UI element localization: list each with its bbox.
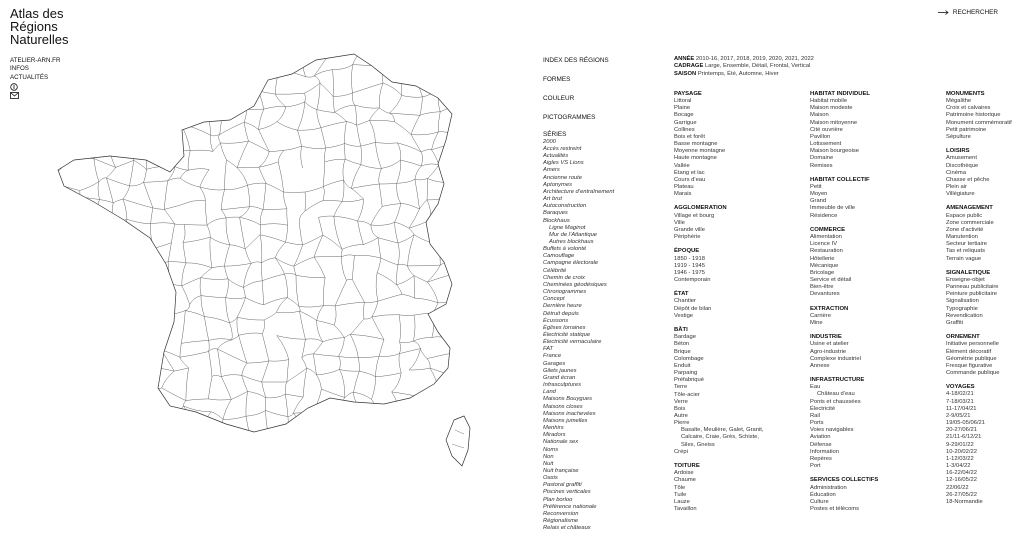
category-item[interactable]: Basse montagne [674,141,718,148]
section-gap [674,456,763,463]
category-heading-habitat-collectif[interactable]: HABITAT COLLECTIF [810,176,870,183]
category-item[interactable]: Ardoise [674,470,694,477]
france-regions-map[interactable] [54,52,504,500]
category-item[interactable]: Plein air [946,184,967,191]
category-item[interactable]: Signalisation [946,298,979,305]
search-button[interactable] [938,9,998,16]
category-item[interactable]: Village et bourg [674,212,715,219]
series-item[interactable]: Reconversion [543,510,579,517]
category-item[interactable]: 12-16/05/22 [946,477,977,484]
category-item[interactable]: Lotissement [810,141,842,148]
category-item[interactable]: Domaine [810,155,834,162]
category-item[interactable]: Béton [674,341,690,348]
series-item[interactable]: Infrasculptures [543,382,582,389]
category-heading-etat[interactable]: ÉTAT [674,291,689,298]
meta-saison: SAISON Printemps, Été, Automne, Hiver [674,70,779,77]
series-item[interactable]: Écussons [543,317,569,324]
category-item[interactable]: Pavillon [810,133,831,140]
site-title-line: Atlas des [10,6,64,21]
category-item[interactable]: 20-27/06/21 [946,427,977,434]
category-item[interactable]: 7-18/03/21 [946,398,974,405]
category-item[interactable]: Ponts et chaussées [810,398,861,405]
category-item[interactable]: Revendication [946,312,983,319]
series-item[interactable]: Cheminées géodésiques [543,281,607,288]
nav-link-site[interactable]: ATELIER-ARN.FR [10,57,61,64]
category-item[interactable]: 1919 - 1945 [674,262,705,269]
category-item[interactable]: Devantures [810,291,840,298]
category-item[interactable]: Restauration [810,248,843,255]
category-item[interactable]: Collines [674,126,695,133]
series-item[interactable]: Autoconstruction [543,203,587,210]
region-border-mesh [54,52,504,477]
category-item[interactable]: 2-9/05/21 [946,412,971,419]
category-item[interactable]: Maison bourgeoise [810,148,859,155]
category-subitem[interactable]: Calcaire, Craie, Grès, Schiste, [681,434,759,441]
category-item[interactable]: Mégalithe [946,98,972,105]
category-item[interactable]: Ports [810,420,824,427]
series-item[interactable]: Célébrité [543,267,567,274]
category-item[interactable]: Chaume [674,477,696,484]
category-item[interactable]: Typographie [946,305,978,312]
series-item[interactable]: Préférence nationale [543,503,597,510]
category-item[interactable]: Patrimoine historique [946,112,1001,119]
category-item[interactable]: Initiative personnelle [946,341,999,348]
category-item[interactable]: Terre [674,384,688,391]
series-item[interactable]: Amers [543,167,560,174]
category-heading-industrie[interactable]: INDUSTRIE [810,334,842,341]
top-nav [10,57,60,99]
category-column-monuments [946,91,1012,506]
category-item[interactable]: Géométrie publique [946,355,997,362]
category-item[interactable]: 1946 - 1975 [674,269,705,276]
section-gap [674,198,763,205]
category-item[interactable]: Zone commerciale [946,219,994,226]
filter-meta [674,56,814,78]
category-item[interactable]: Plaine [674,105,691,112]
series-item[interactable]: Dernière heure [543,303,582,310]
category-item[interactable]: Postes et télécoms [810,505,859,512]
category-item[interactable]: Contemporain [674,277,711,284]
category-item[interactable]: 1-3/04/22 [946,463,971,470]
category-item[interactable]: Enduit [674,362,691,369]
category-item[interactable]: Espace public [946,212,983,219]
series-item[interactable]: Églises lorraines [543,324,586,331]
series-item[interactable]: Ligne Maginot [549,224,586,231]
series-item[interactable]: Ancienne route [543,174,582,181]
category-item[interactable]: Maison modeste [810,105,853,112]
category-heading-extraction[interactable]: EXTRACTION [810,305,849,312]
series-item[interactable]: FAT [543,346,554,353]
series-item[interactable]: Campagne électorale [543,260,599,267]
category-item[interactable]: Amusement [946,155,977,162]
category-item[interactable]: Élément décoratif [946,348,992,355]
series-item[interactable]: Mur de l’Atlantique [549,231,598,238]
category-item[interactable]: 9-29/01/22 [946,441,974,448]
category-item[interactable]: Rail [810,412,820,419]
category-item[interactable]: Haute montagne [674,155,717,162]
mail-icon[interactable] [10,92,19,99]
category-item[interactable]: Grand [810,198,827,205]
category-item[interactable]: 1-12/03/22 [946,455,974,462]
section-gap [946,377,1012,384]
category-heading-bati[interactable]: BÂTI [674,327,688,334]
category-item[interactable]: 11-17/04/21 [946,405,977,412]
meta-cadrage: CADRAGE Large, Ensemble, Détail, Frontal, Vertical [674,63,811,70]
category-item[interactable]: Bocage [674,112,694,119]
index-column [543,57,614,532]
category-item[interactable]: Annexe [810,362,830,369]
section-gap [946,141,1012,148]
category-item[interactable]: Littoral [674,98,692,105]
series-item[interactable]: Aigles VS Lions [543,160,584,167]
category-heading-voyages[interactable]: VOYAGES [946,384,975,391]
series-item[interactable]: Plan borloo [543,496,573,503]
section-gap [946,327,1012,334]
category-item[interactable]: 18-Normandie [946,498,983,505]
category-subitem[interactable]: Château d’eau [817,391,855,398]
search-label: RECHERCHER [952,9,998,16]
region-borders [54,52,504,477]
series-item[interactable]: France [543,353,562,360]
section-gap [810,299,878,306]
series-item[interactable]: Maisons jumelles [543,417,588,424]
category-heading-amenagement[interactable]: AMENAGEMENT [946,205,993,212]
category-item[interactable]: Tuile [674,491,687,498]
category-heading-agglomeration[interactable]: AGGLOMERATION [674,205,727,212]
series-item[interactable]: Art brut [543,196,563,203]
category-item[interactable]: Tas et reliquats [946,248,985,255]
category-item[interactable]: Peinture publicitaire [946,291,997,298]
category-item[interactable]: Panneau publicitaire [946,284,999,291]
category-item[interactable]: Défense [810,441,832,448]
series-item[interactable]: Camouflage [543,253,575,260]
category-item[interactable]: Eau [810,384,821,391]
series-item[interactable]: Land [543,389,556,396]
category-item[interactable]: Brique [674,348,691,355]
series-list [543,139,614,533]
corsica-borders [452,430,464,448]
category-column-habitat [810,91,878,513]
category-item[interactable]: Croix et calvaires [946,105,991,112]
category-item[interactable]: 4-18/02/21 [946,391,974,398]
category-item[interactable]: Éducation [810,491,836,498]
category-item[interactable]: Périphérie [674,234,701,241]
section-gap [810,220,878,227]
category-item[interactable]: Vestige [674,312,694,319]
category-heading-paysage[interactable]: PAYSAGE [674,91,702,97]
series-item[interactable]: Nuit française [543,467,579,474]
category-heading-services-collectifs[interactable]: SERVICES COLLECTIFS [810,477,879,484]
category-item[interactable]: 21/11-6/12/21 [946,434,982,441]
category-item[interactable]: Zone d’activité [946,226,984,233]
category-item[interactable]: Chantier [674,298,696,305]
category-item[interactable]: Cinéma [946,169,966,176]
series-item[interactable]: Électricité vernaculaire [543,339,602,346]
section-gap [810,170,878,177]
series-heading: SÉRIES [543,130,567,138]
category-heading-toiture[interactable]: TOITURE [674,463,700,470]
category-item[interactable]: Moyen [810,191,828,198]
category-heading-loisirs[interactable]: LOISIRS [946,148,970,155]
category-item[interactable]: Vallée [674,162,690,169]
category-item[interactable]: Résidence [810,212,838,219]
series-item[interactable]: Baraques [543,210,568,217]
corsica-outline [446,416,470,466]
category-item[interactable]: Voies navigables [810,427,854,434]
category-subitem[interactable]: Silex, Gneiss [681,441,715,448]
category-item[interactable]: Cité ouvrière [810,126,843,133]
series-item[interactable]: Accès restreint [543,145,582,152]
category-item[interactable]: Lauze [674,498,690,505]
category-item[interactable]: Pierre [674,420,690,427]
series-item[interactable]: Électricité statique [543,332,591,338]
series-item[interactable]: Buffets à volonté [543,246,587,253]
category-item[interactable]: Alimentation [810,234,842,241]
section-gap [810,470,878,477]
category-item[interactable]: Dépôt de bilan [674,305,712,312]
section-gap [946,263,1012,270]
category-item[interactable]: Fresque figurative [946,362,993,369]
series-item[interactable]: Garages [543,360,566,367]
category-item[interactable]: Moyenne montagne [674,148,726,155]
series-item[interactable]: Détruit depuis [543,310,579,317]
category-item[interactable]: Crépi [674,448,688,455]
category-item[interactable]: Sépulture [946,133,971,140]
category-item[interactable]: Colombage [674,355,704,362]
series-item[interactable]: Pastoral graffiti [543,482,582,489]
category-item[interactable]: Chasse et pêche [946,176,990,183]
category-item[interactable]: Manutention [946,234,978,241]
series-item[interactable]: Maisons closes [543,403,583,410]
series-item[interactable]: Non [543,453,554,460]
series-item[interactable]: Concept [543,296,565,303]
category-heading-habitat-individuel[interactable]: HABITAT INDIVIDUEL [810,91,870,97]
category-item[interactable]: Port [810,463,821,470]
series-item[interactable]: Autres blockhaus [549,238,594,245]
category-item[interactable]: Bois [674,405,686,412]
category-item[interactable]: Discothèque [946,162,979,169]
category-item[interactable]: Autre [674,412,688,419]
category-item[interactable]: 16-22/04/22 [946,470,977,477]
category-item[interactable]: Commande publique [946,370,1000,377]
index-regions-link[interactable]: INDEX DES RÉGIONS [543,57,609,64]
nav-link-infos[interactable]: INFOS [10,65,29,73]
category-item[interactable]: Tavaillon [674,505,697,512]
category-item[interactable]: 19/05-05/06/21 [946,420,986,427]
series-item[interactable]: Chronogrammes [543,289,587,296]
category-item[interactable]: Bien-être [810,284,834,291]
category-item[interactable]: 1850 - 1918 [674,255,705,262]
series-item[interactable]: Maisons Bouygues [543,396,592,403]
category-item[interactable]: Cours d’eau [674,176,706,183]
category-item[interactable]: Mécanique [810,262,839,269]
series-item[interactable]: Architecture d’entraînement [543,188,615,195]
series-item[interactable]: Maisons inachevées [543,410,596,417]
category-item[interactable]: Bricolage [810,269,835,276]
formes-link[interactable]: FORMES [543,76,571,84]
category-item[interactable]: Bardage [674,334,696,341]
category-heading-commerce[interactable]: COMMERCE [810,226,846,233]
section-gap [810,327,878,334]
category-item[interactable]: Repères [810,455,832,462]
category-item[interactable]: Villégiature [946,191,975,198]
category-item[interactable]: Verre [674,398,688,405]
series-item[interactable]: Actualités [543,153,569,160]
category-heading-monuments[interactable]: MONUMENTS [946,91,985,97]
category-item[interactable]: 26-27/05/22 [946,491,977,498]
category-item[interactable]: Étang et lac [674,169,705,176]
series-item[interactable]: Relais et châteaux [543,525,591,532]
category-item[interactable]: Ville [674,219,685,226]
category-item[interactable]: Terrain vague [946,255,982,262]
category-item[interactable]: Garrigue [674,119,697,126]
category-item[interactable]: 22/06/22 [946,484,969,491]
category-item[interactable]: Maison [810,112,829,119]
series-item[interactable]: Gilets jaunes [543,367,577,374]
couleur-link[interactable]: COULEUR [543,95,575,103]
series-item[interactable]: Nationale sex [543,439,579,446]
category-heading-signaletique[interactable]: SIGNALETIQUE [946,269,991,276]
category-item[interactable]: Carrière [810,312,831,319]
category-item[interactable]: Administration [810,484,847,491]
category-item[interactable]: Mine [810,319,823,326]
category-item[interactable]: Petit patrimoine [946,126,987,133]
series-item[interactable]: Aptonymes [543,181,572,188]
category-item[interactable]: Agro-industrie [810,348,847,355]
series-item[interactable]: Régionalisme [543,518,579,525]
section-gap [810,370,878,377]
category-item[interactable]: Usine et atelier [810,341,849,348]
category-item[interactable]: 10-20/02/22 [946,448,977,455]
category-item[interactable]: Grande ville [674,226,705,233]
series-item[interactable]: Oasis [543,475,558,482]
series-item[interactable]: Miradors [543,432,566,439]
series-item[interactable]: Grand écran [543,374,576,381]
site-title[interactable] [10,7,69,46]
site-title-line: Régions [10,19,58,34]
category-item[interactable]: Maison mitoyenne [810,119,858,126]
site-title-line: Naturelles [10,32,69,47]
instagram-icon[interactable] [10,83,18,91]
meta-annee: ANNÉE 2010-16, 2017, 2018, 2019, 2020, 2021, 2022 [674,56,814,62]
series-item[interactable]: Piscines verticales [543,489,591,496]
category-item[interactable]: Habitat mobile [810,98,848,105]
category-item[interactable]: Information [810,448,839,455]
category-item[interactable]: Plateau [674,184,694,191]
pictogrammes-link[interactable]: PICTOGRAMMES [543,114,596,122]
category-item[interactable]: Marais [674,191,692,198]
section-gap [946,198,1012,205]
nav-link-actualites[interactable]: ACTUALITÉS [10,73,49,81]
category-item[interactable]: Secteur tertiaire [946,241,987,248]
series-item[interactable]: Noms [543,446,559,453]
category-item[interactable]: Bois et forêt [674,133,705,140]
category-item[interactable]: Électricité [810,405,836,412]
category-item[interactable]: Remises [810,162,833,169]
category-item[interactable]: Tôle [674,484,686,491]
category-item[interactable]: Complexe industriel [810,355,861,362]
category-item[interactable]: Hôtellerie [810,255,835,262]
category-column-landscape [674,91,763,513]
category-item[interactable]: Licence IV [810,241,838,248]
category-item[interactable]: Aviation [810,434,831,441]
series-item[interactable]: Blockhaus [543,217,570,224]
series-item[interactable]: Menhirs [543,425,564,432]
category-item[interactable]: Petit [810,184,822,191]
series-item[interactable]: 2000 [543,138,556,145]
category-item[interactable]: Monument commémoratif [946,119,1012,126]
category-heading-ornement[interactable]: ORNEMENT [946,334,980,341]
series-item[interactable]: Chemin de croix [543,274,585,281]
category-heading-infrastructure[interactable]: INFRASTRUCTURE [810,377,865,384]
category-item[interactable]: Immeuble de ville [810,205,856,212]
series-item[interactable]: Nuit [543,460,554,467]
category-item[interactable]: Graffiti [946,319,963,326]
category-item[interactable]: Parpaing [674,370,698,377]
category-item[interactable]: Culture [810,498,829,505]
category-subitem[interactable]: Basalte, Meulière, Galet, Granit, [681,427,764,434]
category-item[interactable]: Préfabriqué [674,377,704,384]
category-heading-epoque[interactable]: ÉPOQUE [674,248,700,255]
category-item[interactable]: Service et détail [810,277,852,284]
category-item[interactable]: Tôle-acier [674,391,700,398]
arrow-right-icon [938,10,949,15]
category-item[interactable]: Enseigne-objet [946,277,985,284]
